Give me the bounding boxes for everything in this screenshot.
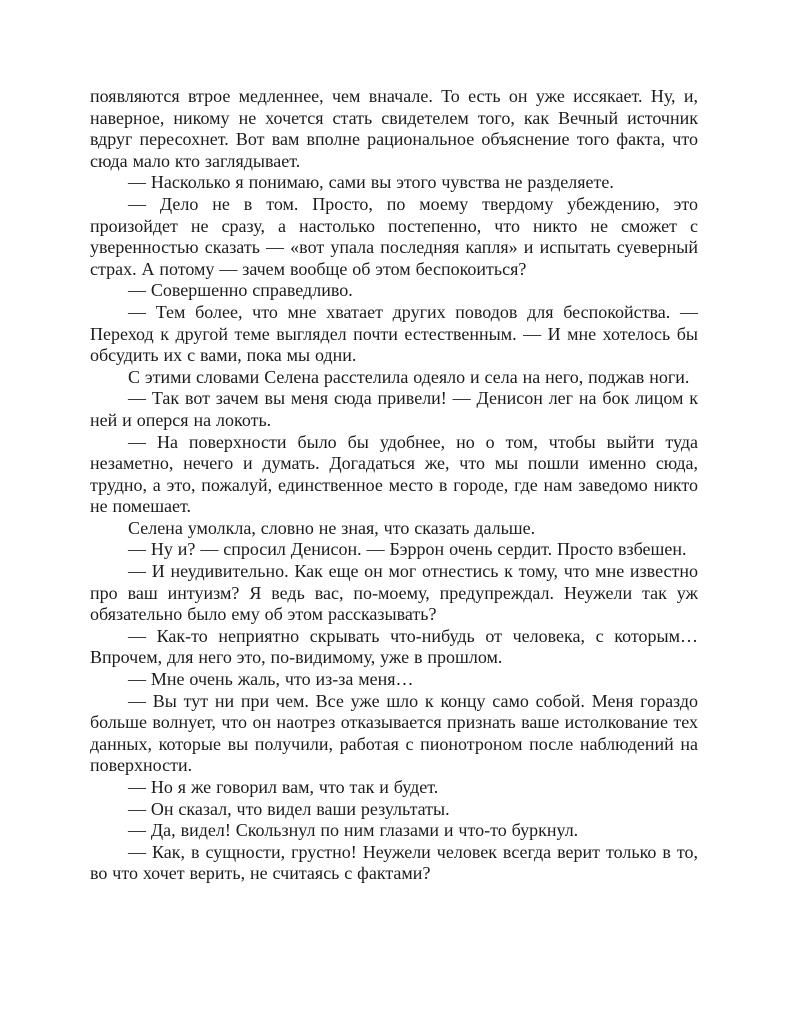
paragraph: — Насколько я понимаю, сами вы этого чувства не разделяете.	[128, 172, 614, 193]
paragraph: — Как-то неприятно скрывать что-нибудь от человека, с которым… Впрочем, для него это, по-видимому, уже в прошлом.	[90, 625, 698, 668]
paragraph: — Но я же говорил вам, что так и будет.	[128, 777, 439, 797]
paragraph: С этими словами Селена расстелила одеяло и села на него, поджав ноги.	[128, 366, 690, 387]
paragraph: — Как, в сущности, грустно! Неужели человек всегда верит только в то, во что хочет верить, не считаясь с фактами?	[90, 841, 698, 884]
page-text-block	[90, 86, 698, 885]
paragraph: появляются втрое медленнее, чем вначале. То есть он уже иссякает. Ну, и, наверное, никому не хочется стать свидетелем того, как Вечный источник вдруг пересохнет. Вот вам вполне рациональное объяснение того факта, что сюда мало кто заглядывает.	[90, 86, 698, 171]
paragraph: — И неудивительно. Как еще он мог отнестись к тому, что мне известно про ваш интуизм? Я ведь вас, по-моему, предупреждал. Неужели так уж обязательно было ему об этом рассказывать?	[90, 561, 698, 625]
paragraph: — Ну и? — спросил Денисон. — Бэррон очень сердит. Просто взбешен.	[128, 539, 687, 560]
paragraph: — Так вот зачем вы меня сюда привели! — Денисон лег на бок лицом к ней и оперся на локоть.	[90, 388, 698, 430]
paragraph: — Тем более, что мне хватает других поводов для беспокойства. — Переход к другой теме выглядел почти естественным. — И мне хотелось бы обсудить их с вами, пока мы одни.	[90, 301, 698, 366]
paragraph: — Да, видел! Скользнул по ним глазами и что-то буркнул.	[128, 820, 579, 841]
paragraph: Селена умолкла, словно не зная, что сказать дальше.	[128, 517, 536, 538]
paragraph: — Дело не в том. Просто, по моему твердому убеждению, это произойдет не сразу, а настолько постепенно, что никто не сможет с уверенностью сказать — «вот упала последняя капля» и испытать суеверный страх. А потому — зачем вообще об этом беспокоиться?	[90, 193, 698, 279]
paragraph: — Совершенно справедливо.	[128, 280, 353, 301]
paragraph: — Вы тут ни при чем. Все уже шло к концу само собой. Меня гораздо больше волнует, что он наотрез отказывается признать ваше истолкование тех данных, которые вы получили, работая с пионотроном после наблюдений на поверхности.	[90, 690, 698, 776]
paragraph: — На поверхности было бы удобнее, но о том, чтобы выйти туда незаметно, нечего и думать. Догадаться же, что мы пошли именно сюда, трудно, а это, пожалуй, единственное место в городе, где нам заведомо никто не помешает.	[90, 431, 698, 517]
paragraph: — Мне очень жаль, что из-за меня…	[128, 669, 414, 690]
paragraph: — Он сказал, что видел ваши результаты.	[128, 798, 450, 819]
